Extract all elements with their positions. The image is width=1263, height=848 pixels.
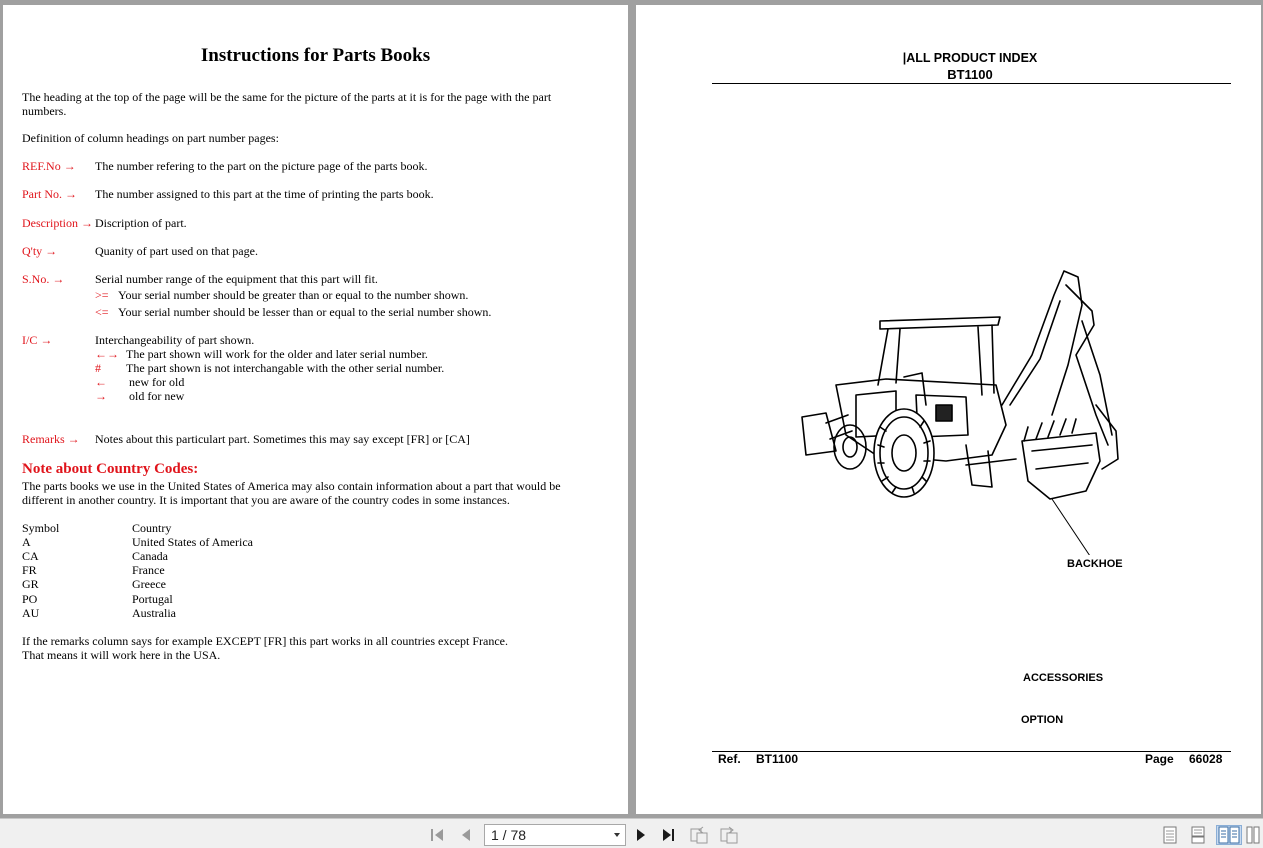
chevron-down-icon bbox=[614, 833, 620, 837]
backhoe-illustration bbox=[796, 255, 1136, 555]
continuous-view-button[interactable] bbox=[1188, 825, 1208, 845]
single-page-icon bbox=[1162, 826, 1178, 844]
term-sno: S.No. → bbox=[22, 272, 65, 286]
code-country: France bbox=[132, 563, 165, 577]
ic-sym-both: ←→ bbox=[95, 347, 119, 361]
ic-sym-left: ← bbox=[95, 375, 107, 389]
def-part-no: The number assigned to this part at the time of printing the parts book. bbox=[95, 187, 434, 201]
footer-line-1: If the remarks column says for example EXCEPT [FR] this part works in all countries except France. bbox=[22, 634, 508, 648]
two-page-continuous-view-button[interactable] bbox=[1246, 825, 1260, 845]
country-codes-heading: Note about Country Codes: bbox=[22, 461, 199, 477]
def-sno: Serial number range of the equipment that this part will fit. bbox=[95, 272, 378, 286]
chevron-left-icon bbox=[457, 826, 475, 844]
label-backhoe[interactable]: BACKHOE bbox=[1067, 558, 1123, 570]
last-page-button[interactable] bbox=[659, 825, 679, 845]
sno-text-le: Your serial number should be lesser than or equal to the serial number shown. bbox=[118, 305, 492, 319]
ic-text-right: old for new bbox=[129, 389, 185, 403]
continuous-page-icon bbox=[1190, 826, 1206, 844]
previous-view-icon bbox=[689, 825, 709, 845]
header-rule bbox=[712, 83, 1231, 84]
definitions-heading: Definition of column headings on part number pages: bbox=[22, 131, 279, 145]
term-part-no: Part No. → bbox=[22, 187, 77, 201]
ic-text-both: The part shown will work for the older and later serial number. bbox=[126, 347, 428, 361]
sno-text-ge: Your serial number should be greater than or equal to the number shown. bbox=[118, 288, 469, 302]
label-accessories[interactable]: ACCESSORIES bbox=[1023, 672, 1104, 684]
page-title: Instructions for Parts Books bbox=[200, 45, 431, 66]
term-remarks: Remarks → bbox=[22, 432, 80, 446]
sno-sym-le: <= bbox=[95, 305, 109, 319]
footer-page-value: 66028 bbox=[1189, 752, 1223, 766]
code-country: Greece bbox=[132, 577, 166, 591]
code-symbol: PO bbox=[22, 592, 38, 606]
def-description: Discription of part. bbox=[95, 216, 187, 230]
code-row bbox=[22, 549, 168, 563]
code-country: Australia bbox=[132, 606, 176, 620]
chevron-right-icon bbox=[632, 826, 650, 844]
code-row bbox=[22, 535, 253, 549]
single-page-view-button[interactable] bbox=[1160, 825, 1180, 845]
first-page-icon bbox=[429, 826, 447, 844]
previous-view-button[interactable] bbox=[689, 825, 709, 845]
code-row bbox=[22, 563, 165, 577]
term-ref-no: REF.No → bbox=[22, 159, 76, 173]
ic-sym-right: → bbox=[95, 389, 107, 403]
code-symbol: FR bbox=[22, 563, 37, 577]
last-page-icon bbox=[660, 826, 678, 844]
term-description: Description → bbox=[22, 216, 93, 230]
code-row bbox=[22, 577, 166, 591]
def-ref-no: The number refering to the part on the picture page of the parts book. bbox=[95, 159, 428, 173]
footer-line-2: That means it will work here in the USA. bbox=[22, 648, 221, 662]
previous-page-button[interactable] bbox=[456, 825, 476, 845]
page-number-select[interactable] bbox=[484, 824, 626, 846]
ic-sym-hash: # bbox=[95, 361, 101, 375]
codes-header-row bbox=[22, 521, 171, 535]
footer-ref-value: BT1100 bbox=[756, 752, 799, 766]
code-country: Portugal bbox=[132, 592, 173, 606]
two-page-view-button[interactable] bbox=[1216, 825, 1242, 845]
index-header-title: |ALL PRODUCT INDEX bbox=[902, 51, 1038, 65]
page-product-index bbox=[636, 5, 1261, 814]
page-instructions bbox=[3, 5, 628, 814]
two-page-icon bbox=[1218, 826, 1240, 844]
intro-text: The heading at the top of the page will be the same for the picture of the parts at it is for the page with the part numbers. bbox=[22, 90, 552, 118]
ic-text-hash: The part shown is not interchangable with the other serial number. bbox=[126, 361, 445, 375]
label-option[interactable]: OPTION bbox=[1021, 714, 1064, 726]
def-remarks: Notes about this particulart part. Sometimes this may say except [FR] or [CA] bbox=[95, 432, 470, 446]
two-page-continuous-icon bbox=[1246, 826, 1260, 844]
code-row bbox=[22, 592, 173, 606]
first-page-button[interactable] bbox=[428, 825, 448, 845]
page-indicator: 1 / 78 bbox=[491, 827, 527, 843]
code-symbol: CA bbox=[22, 549, 39, 563]
ic-text-left: new for old bbox=[129, 375, 185, 389]
code-symbol: GR bbox=[22, 577, 39, 591]
sno-sym-ge: >= bbox=[95, 288, 109, 302]
codes-header-symbol: Symbol bbox=[22, 521, 60, 535]
def-ic: Interchangeability of part shown. bbox=[95, 333, 255, 347]
next-view-button[interactable] bbox=[719, 825, 739, 845]
code-symbol: A bbox=[22, 535, 31, 549]
def-qty: Quanity of part used on that page. bbox=[95, 244, 258, 258]
term-qty: Q'ty → bbox=[22, 244, 58, 258]
code-country: Canada bbox=[132, 549, 168, 563]
footer-page-label: Page bbox=[1145, 752, 1174, 766]
next-view-icon bbox=[719, 825, 739, 845]
code-symbol: AU bbox=[22, 606, 40, 620]
viewer-toolbar bbox=[0, 818, 1263, 848]
country-codes-text: The parts books we use in the United States of America may also contain information about a part that would be different in another country. It is important that you are aware of the country codes in some instances. bbox=[22, 479, 561, 507]
codes-header-country: Country bbox=[132, 521, 172, 535]
term-ic: I/C → bbox=[22, 333, 53, 347]
next-page-button[interactable] bbox=[631, 825, 651, 845]
code-country: United States of America bbox=[132, 535, 253, 549]
index-header-model: BT1100 bbox=[947, 67, 993, 82]
code-row bbox=[22, 606, 176, 620]
footer-ref-label: Ref. bbox=[718, 752, 741, 766]
